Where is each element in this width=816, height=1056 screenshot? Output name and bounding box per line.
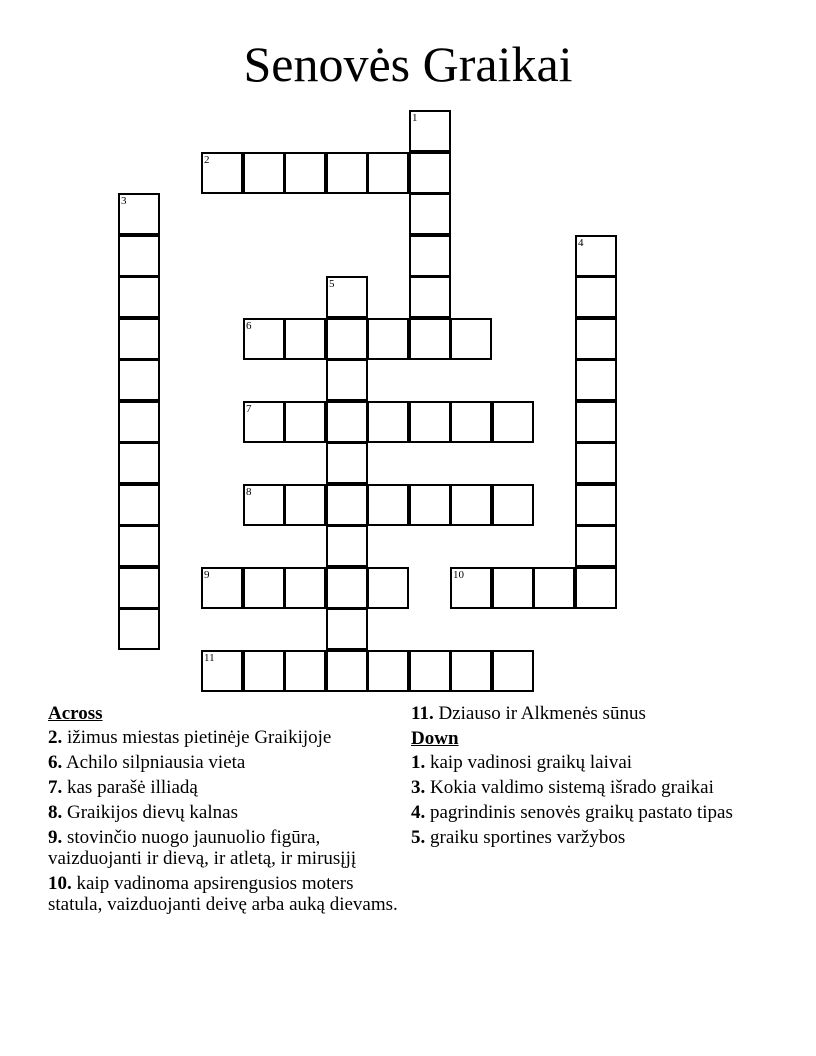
grid-cell[interactable]	[284, 484, 326, 526]
grid-cell[interactable]	[118, 484, 160, 526]
clue-text: Achilo silpniausia vieta	[65, 752, 246, 773]
grid-cell[interactable]	[450, 650, 492, 692]
grid-cell[interactable]	[575, 567, 617, 609]
cell-number: 6	[246, 320, 252, 332]
grid-cell[interactable]	[575, 359, 617, 401]
clue-text: kas parašė illiadą	[67, 777, 198, 798]
across-heading: Across	[48, 703, 103, 724]
grid-cell[interactable]	[118, 359, 160, 401]
grid-cell[interactable]	[118, 567, 160, 609]
grid-cell[interactable]	[284, 318, 326, 360]
cell-number: 10	[453, 569, 464, 581]
across-clue	[48, 827, 398, 869]
cell-number: 2	[204, 154, 210, 166]
grid-cell[interactable]	[575, 276, 617, 318]
grid-cell[interactable]	[367, 318, 409, 360]
grid-cell[interactable]	[367, 152, 409, 194]
down-clue	[411, 802, 761, 823]
grid-cell[interactable]	[409, 318, 451, 360]
down-clue	[411, 777, 761, 798]
clue-text: kaip vadinoma apsirengusios moters statula, vaizduojanti deivę arba auką dievams.	[48, 873, 398, 915]
grid-cell[interactable]	[575, 525, 617, 567]
grid-cell[interactable]	[409, 110, 451, 152]
clue-number: 11.	[411, 703, 434, 724]
cell-number: 5	[329, 278, 335, 290]
grid-cell[interactable]	[326, 152, 368, 194]
grid-cell[interactable]	[575, 401, 617, 443]
grid-cell[interactable]	[118, 442, 160, 484]
grid-cell[interactable]	[326, 525, 368, 567]
clue-number: 10.	[48, 873, 72, 894]
grid-cell[interactable]	[492, 567, 534, 609]
grid-cell[interactable]	[492, 401, 534, 443]
clue-number: 9.	[48, 827, 63, 848]
cell-number: 7	[246, 403, 252, 415]
grid-cell[interactable]	[243, 318, 285, 360]
grid-cell[interactable]	[284, 567, 326, 609]
clue-number: 6.	[48, 752, 63, 773]
grid-cell[interactable]	[326, 484, 368, 526]
grid-cell[interactable]	[326, 608, 368, 650]
grid-cell[interactable]	[409, 484, 451, 526]
clue-text: Kokia valdimo sistemą išrado graikai	[430, 777, 714, 798]
cell-number: 1	[412, 112, 418, 124]
clue-number: 3.	[411, 777, 426, 798]
grid-cell[interactable]	[118, 235, 160, 277]
grid-cell[interactable]	[367, 650, 409, 692]
grid-cell[interactable]	[118, 401, 160, 443]
clue-text: pagrindinis senovės graikų pastato tipas	[430, 802, 733, 823]
across-clue	[411, 703, 761, 724]
down-clue	[411, 752, 761, 773]
grid-cell[interactable]	[326, 442, 368, 484]
down-clue	[411, 827, 761, 848]
clues-left-column	[48, 703, 398, 919]
grid-cell[interactable]	[201, 152, 243, 194]
cell-number: 8	[246, 486, 252, 498]
grid-cell[interactable]	[284, 152, 326, 194]
grid-cell[interactable]	[575, 442, 617, 484]
clue-number: 7.	[48, 777, 63, 798]
grid-cell[interactable]	[492, 484, 534, 526]
grid-cell[interactable]	[243, 152, 285, 194]
grid-cell[interactable]	[118, 525, 160, 567]
across-clue	[48, 873, 398, 915]
clue-number: 1.	[411, 752, 426, 773]
across-clue	[48, 777, 398, 798]
grid-cell[interactable]	[450, 401, 492, 443]
grid-cell[interactable]	[409, 152, 451, 194]
grid-cell[interactable]	[118, 193, 160, 235]
grid-cell[interactable]	[243, 484, 285, 526]
grid-cell[interactable]	[409, 193, 451, 235]
clue-text: Dziauso ir Alkmenės sūnus	[438, 703, 646, 724]
grid-cell[interactable]	[326, 318, 368, 360]
grid-cell[interactable]	[118, 276, 160, 318]
clue-text: stovinčio nuogo jaunuolio figūra, vaizduojanti ir dievą, ir atletą, ir mirusįjį	[48, 827, 357, 869]
grid-cell[interactable]	[575, 318, 617, 360]
clue-text: kaip vadinosi graikų laivai	[430, 752, 633, 773]
grid-cell[interactable]	[326, 650, 368, 692]
across-clue	[48, 802, 398, 823]
grid-cell[interactable]	[367, 484, 409, 526]
clue-number: 4.	[411, 802, 426, 823]
grid-cell[interactable]	[284, 650, 326, 692]
grid-cell[interactable]	[243, 401, 285, 443]
grid-cell[interactable]	[118, 608, 160, 650]
clue-text: ižimus miestas pietinėje Graikijoje	[67, 727, 332, 748]
clue-number: 8.	[48, 802, 63, 823]
cell-number: 3	[121, 195, 127, 207]
grid-cell[interactable]	[326, 401, 368, 443]
grid-cell[interactable]	[450, 484, 492, 526]
cell-number: 4	[578, 237, 584, 249]
grid-cell[interactable]	[326, 359, 368, 401]
grid-cell[interactable]	[409, 650, 451, 692]
clue-text: Graikijos dievų kalnas	[67, 802, 238, 823]
grid-cell[interactable]	[326, 276, 368, 318]
page-title: Senovės Graikai	[243, 36, 573, 92]
grid-cell[interactable]	[201, 567, 243, 609]
grid-cell[interactable]	[243, 567, 285, 609]
grid-cell[interactable]	[367, 401, 409, 443]
grid-cell[interactable]	[367, 567, 409, 609]
grid-cell[interactable]	[450, 318, 492, 360]
clue-number: 5.	[411, 827, 426, 848]
grid-cell[interactable]	[533, 567, 575, 609]
across-clue	[48, 727, 398, 748]
grid-cell[interactable]	[409, 235, 451, 277]
grid-cell[interactable]	[409, 401, 451, 443]
grid-cell[interactable]	[201, 650, 243, 692]
clues-right-column	[411, 703, 761, 852]
grid-cell[interactable]	[284, 401, 326, 443]
grid-cell[interactable]	[326, 567, 368, 609]
across-clue	[48, 752, 398, 773]
clue-text: graiku sportines varžybos	[430, 827, 626, 848]
grid-cell[interactable]	[575, 484, 617, 526]
clue-number: 2.	[48, 727, 63, 748]
down-heading: Down	[411, 728, 459, 749]
grid-cell[interactable]	[492, 650, 534, 692]
cell-number: 11	[204, 652, 215, 664]
grid-cell[interactable]	[118, 318, 160, 360]
grid-cell[interactable]	[243, 650, 285, 692]
cell-number: 9	[204, 569, 210, 581]
grid-cell[interactable]	[409, 276, 451, 318]
grid-cell[interactable]	[575, 235, 617, 277]
grid-cell[interactable]	[450, 567, 492, 609]
